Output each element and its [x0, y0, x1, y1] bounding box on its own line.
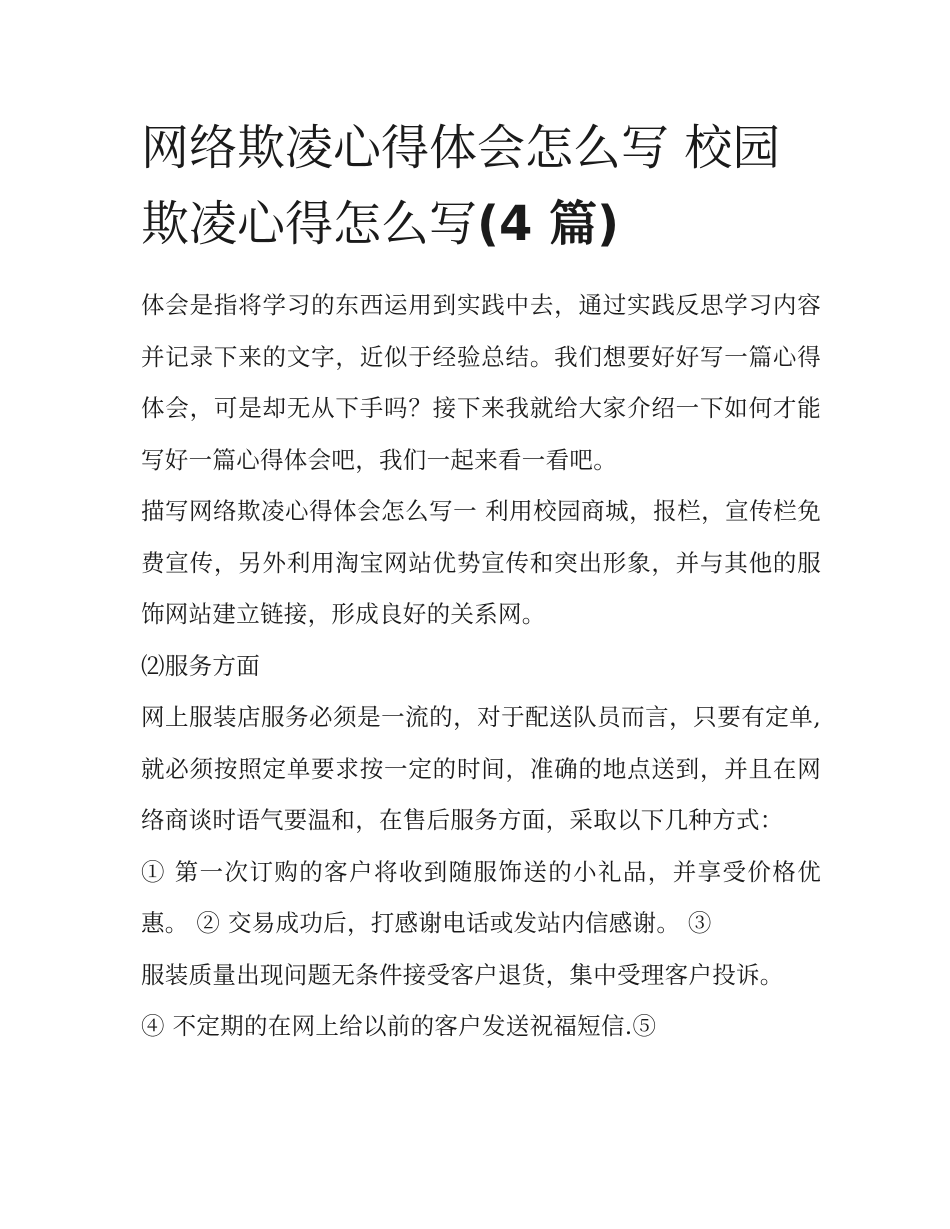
document-body: [141, 280, 821, 1053]
title-count: (4 篇): [477, 196, 620, 252]
paragraph-list-2: 服装质量出现问题无条件接受客户退货，集中受理客户投诉。: [141, 960, 784, 989]
paragraph-intro: 体会是指将学习的东西运用到实践中去，通过实践反思学习内容并记录下来的文字，近似于经验总结。我们想要好好写一篇心得体会，可是却无从下手吗？接下来我就给大家介绍一下如何才能写好一篇心得体会吧，我们一起来看一看吧。: [141, 291, 821, 474]
paragraph-list-3: ④ 不定期的在网上给以前的客户发送祝福短信.⑤: [141, 1012, 657, 1040]
title-text: 网络欺凌心得体会怎么写 校园欺凌心得怎么写: [141, 120, 781, 252]
paragraph-list-1: ① 第一次订购的客户将收到随服饰送的小礼品，并享受价格优惠。 ② 交易成功后，打感谢电话或发站内信感谢。 ③: [141, 857, 821, 937]
document-title: [141, 110, 821, 262]
paragraph-promotion: 描写网络欺凌心得体会怎么写一 利用校园商城，报栏，宣传栏免费宣传，另外利用淘宝网站优势宣传和突出形象，并与其他的服饰网站建立链接，形成良好的关系网。: [141, 497, 821, 628]
document-page: [141, 110, 821, 1053]
paragraph-service: 网上服装店服务必须是一流的，对于配送队员而言，只要有定单,就必须按照定单要求按一定的时间，准确的地点送到，并且在网络商谈时语气要温和，在售后服务方面，采取以下几种方式：: [141, 703, 821, 834]
paragraph-service-heading: ⑵服务方面: [141, 651, 260, 680]
